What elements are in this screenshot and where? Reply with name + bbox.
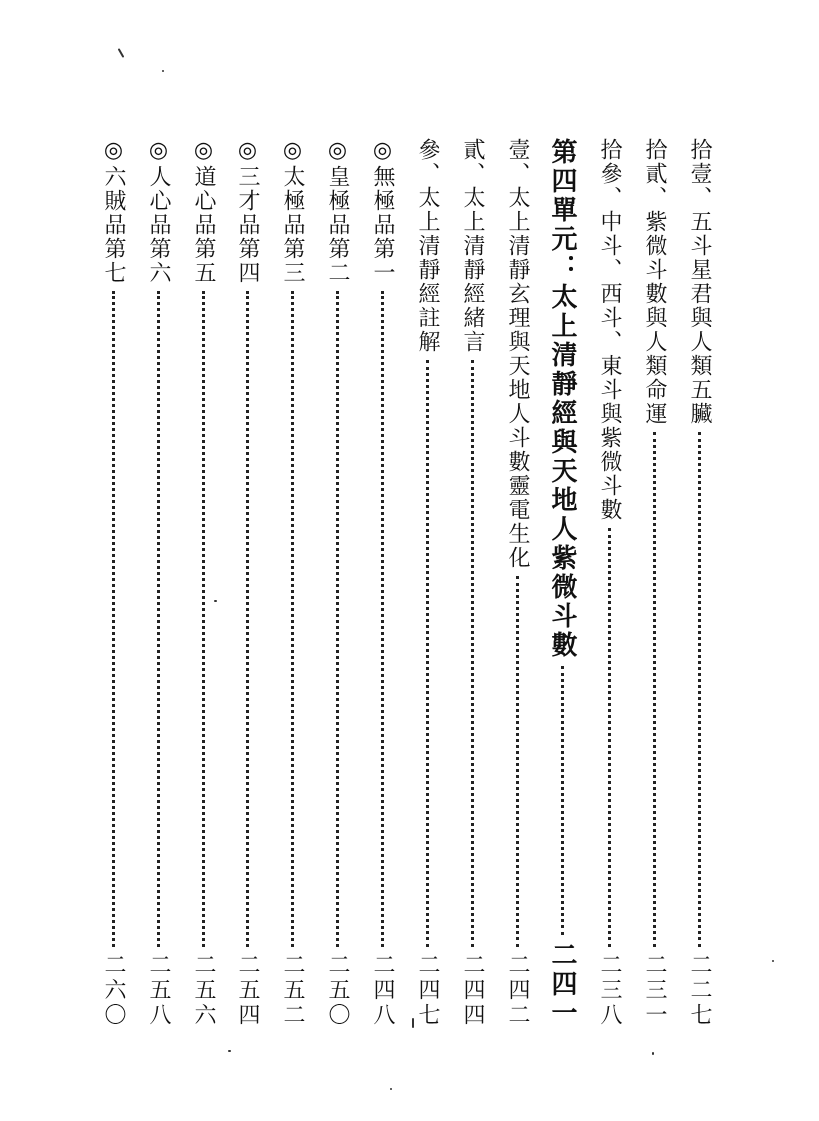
- toc-entry-page: 二五〇: [325, 953, 350, 1028]
- toc-entry-page: 二五四: [235, 953, 260, 1028]
- dot-leader: [471, 360, 474, 947]
- toc-entry-title: ◎道心品第五: [191, 138, 216, 285]
- toc-entry[interactable]: [96, 138, 130, 1028]
- toc-entry[interactable]: [637, 138, 671, 1028]
- toc-entry[interactable]: [186, 138, 220, 1028]
- toc-entry-page: 二四八: [370, 953, 395, 1028]
- toc-entry-title: 第四單元：太上清靜經與天地人紫微斗數: [547, 138, 577, 660]
- dot-leader: [202, 291, 205, 947]
- toc-entry-page: 二三一: [642, 953, 667, 1028]
- dot-leader: [653, 432, 656, 947]
- dot-leader: [516, 576, 519, 947]
- toc-entry[interactable]: [500, 138, 534, 1028]
- toc-entry-title: 拾參、中斗、西斗、東斗與紫微斗數: [597, 138, 622, 522]
- toc-entry-title: ◎太極品第三: [280, 138, 305, 285]
- dot-leader: [291, 291, 294, 947]
- scan-speck: [228, 1050, 231, 1052]
- toc-entry-page: 二四四: [460, 953, 485, 1028]
- toc-entry[interactable]: [365, 138, 399, 1028]
- toc-entry-title: 拾貳、紫微斗數與人類命運: [642, 138, 667, 426]
- toc-entry-title: ◎皇極品第二: [325, 138, 350, 285]
- toc-entry-title: ◎三才品第四: [235, 138, 260, 285]
- scan-speck: [162, 70, 164, 72]
- dot-leader: [561, 666, 564, 935]
- toc-entry[interactable]: [230, 138, 264, 1028]
- toc-entry-title: 拾壹、五斗星君與人類五臟: [687, 138, 712, 426]
- toc-entry-page: 二六〇: [101, 953, 126, 1028]
- scan-speck: [390, 1088, 392, 1090]
- toc-entry-title: 參、太上清靜經註解: [415, 138, 440, 354]
- dot-leader: [246, 291, 249, 947]
- toc-entry-title: 壹、太上清靜玄理與天地人斗數靈電生化: [505, 138, 530, 570]
- toc-section-heading[interactable]: [543, 138, 581, 1028]
- scan-speck: [214, 600, 217, 602]
- dot-leader: [698, 432, 701, 947]
- toc-entry-page: 二五二: [280, 953, 305, 1028]
- toc-entry-page: 二五八: [146, 953, 171, 1028]
- toc-entry[interactable]: [141, 138, 175, 1028]
- toc-entry[interactable]: [410, 138, 444, 1028]
- scan-speck: [652, 1052, 654, 1055]
- scan-speck: [118, 48, 125, 58]
- toc-entry-page: 二二七: [687, 953, 712, 1028]
- toc-entry-page: 二四七: [415, 953, 440, 1028]
- dot-leader: [336, 291, 339, 947]
- dot-leader: [381, 291, 384, 947]
- toc-entry[interactable]: [682, 138, 716, 1028]
- toc-entry-page: 二四二: [505, 953, 530, 1028]
- toc-entry[interactable]: [455, 138, 489, 1028]
- toc-entry[interactable]: [320, 138, 354, 1028]
- dot-leader: [157, 291, 160, 947]
- toc-entry-title: ◎無極品第一: [370, 138, 395, 285]
- dot-leader: [608, 528, 611, 947]
- dot-leader: [426, 360, 429, 947]
- toc-entry-title: 貳、太上清靜經緒言: [460, 138, 485, 354]
- toc-entry-title: ◎人心品第六: [146, 138, 171, 285]
- toc-entry[interactable]: [592, 138, 626, 1028]
- toc-entry[interactable]: [275, 138, 309, 1028]
- toc-entry-page: 二四一: [547, 941, 577, 1028]
- toc-entry-title: ◎六賊品第七: [101, 138, 126, 285]
- toc-entry-page: 二三八: [597, 953, 622, 1028]
- scan-speck: [772, 960, 774, 962]
- dot-leader: [112, 291, 115, 947]
- toc-entry-page: 二五六: [191, 953, 216, 1028]
- scan-speck: [412, 1018, 414, 1028]
